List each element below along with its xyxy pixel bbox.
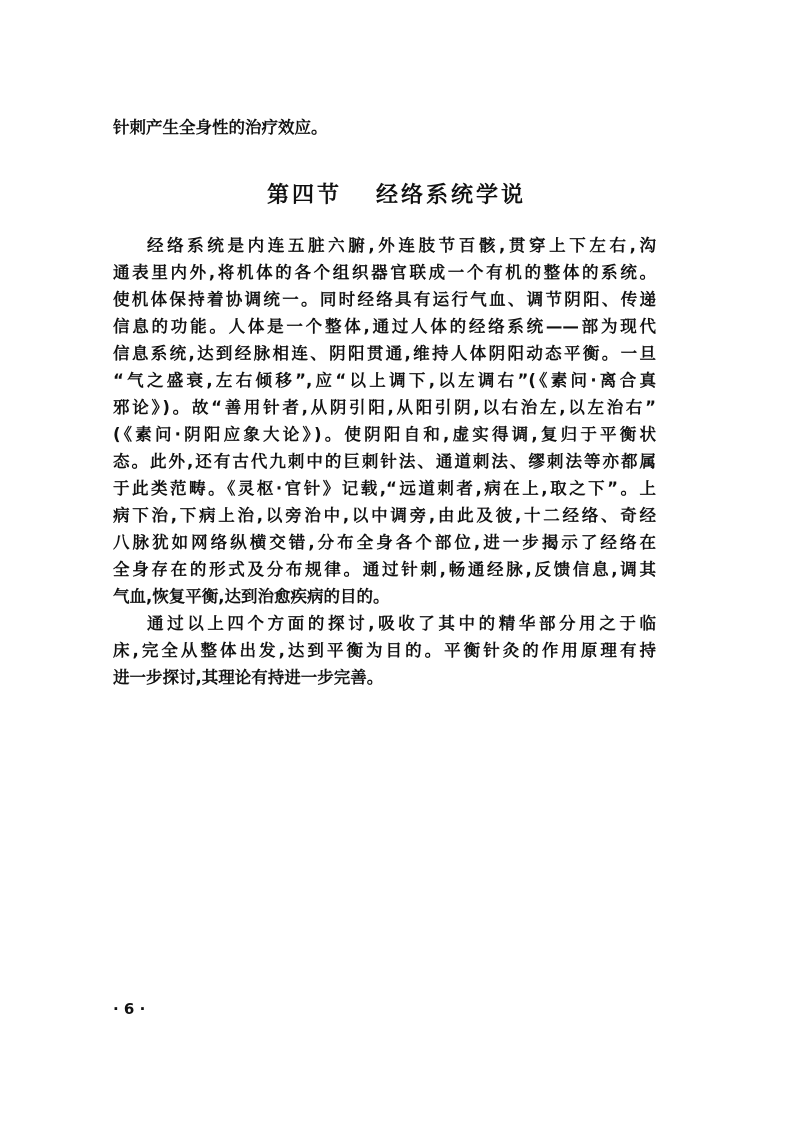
- text-line: 八脉犹如网络纵横交错,分布全身各个部位,进一步揭示了经络在: [113, 533, 656, 552]
- text-line: 邪论》)。故“善用针者,从阴引阳,从阳引阴,以右治左,以左治右”: [113, 398, 656, 417]
- page-number: · 6 ·: [113, 1000, 146, 1018]
- text-line: 进一步探讨,其理论有持进一步完善。: [113, 668, 384, 687]
- section-number: 第四节: [266, 183, 342, 208]
- section-title: 经络系统学说: [376, 183, 527, 208]
- text-line: 病下治,下病上治,以旁治中,以中调旁,由此及彼,十二经络、奇经: [113, 506, 656, 525]
- text-line: 针刺产生全身性的治疗效应。: [113, 118, 328, 137]
- text-line: 气血,恢复平衡,达到治愈疾病的目的。: [113, 587, 390, 606]
- section-heading: [0, 178, 793, 209]
- text-line: 于此类范畴。《灵枢·官针》记载,“远道刺者,病在上,取之下”。上: [113, 479, 656, 498]
- text-line: 通过以上四个方面的探讨,吸收了其中的精华部分用之于临: [147, 614, 656, 633]
- text-line: 床,完全从整体出发,达到平衡为目的。平衡针灸的作用原理有持: [113, 641, 656, 660]
- text-line: (《素问·阴阳应象大论》)。使阴阳自和,虚实得调,复归于平衡状: [113, 425, 656, 444]
- text-line: 信息系统,达到经脉相连、阴阳贯通,维持人体阴阳动态平衡。一旦: [113, 344, 656, 363]
- text-line: 态。此外,还有古代九刺中的巨刺针法、通道刺法、缪刺法等亦都属: [113, 452, 656, 471]
- text-line: 全身存在的形式及分布规律。通过针刺,畅通经脉,反馈信息,调其: [113, 560, 656, 579]
- text-line: 经络系统是内连五脏六腑,外连肢节百骸,贯穿上下左右,沟: [147, 236, 656, 255]
- text-line: “气之盛衰,左右倾移”,应“以上调下,以左调右”(《素问·离合真: [113, 371, 656, 390]
- text-line: 使机体保持着协调统一。同时经络具有运行气血、调节阴阳、传递: [113, 290, 656, 309]
- text-line: 通表里内外,将机体的各个组织器官联成一个有机的整体的系统。: [113, 263, 656, 282]
- text-line: 信息的功能。人体是一个整体,通过人体的经络系统——部为现代: [113, 317, 656, 336]
